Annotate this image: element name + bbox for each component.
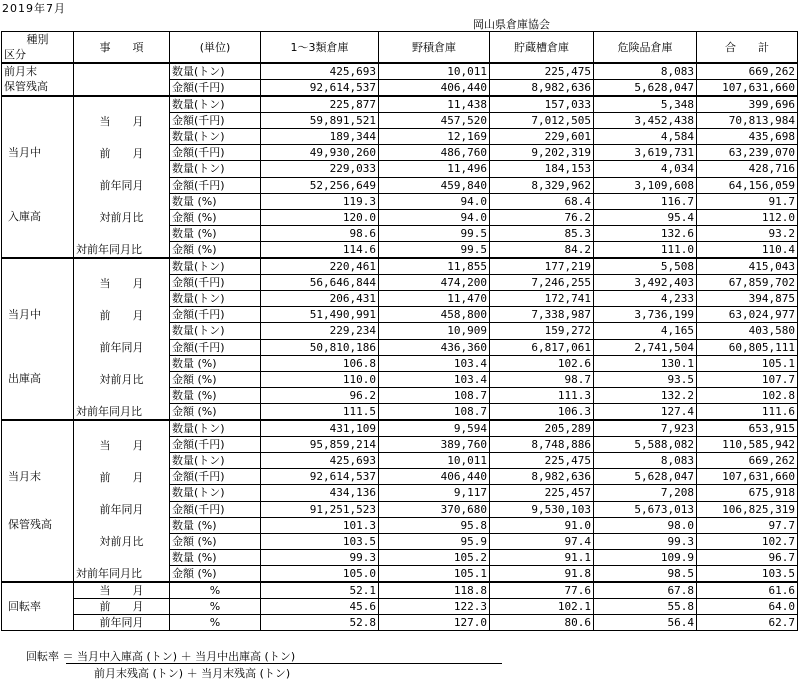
value-cell: 130.1 — [594, 355, 697, 371]
value-cell: 110,585,942 — [697, 437, 798, 453]
value-cell: 102.6 — [490, 355, 594, 371]
value-cell: 4,034 — [594, 161, 697, 177]
value-cell: 70,813,984 — [697, 113, 798, 129]
value-cell: 10,011 — [379, 453, 490, 469]
value-cell: 406,440 — [379, 80, 490, 97]
value-cell: 189,344 — [261, 129, 379, 145]
value-cell: 4,584 — [594, 129, 697, 145]
value-cell: 370,680 — [379, 501, 490, 517]
section-label-end_stock — [2, 420, 74, 582]
table-row — [2, 355, 798, 371]
value-cell: 9,530,103 — [490, 501, 594, 517]
value-cell: 436,360 — [379, 339, 490, 355]
value-cell: 7,208 — [594, 485, 697, 501]
unit-cell: 数量(トン) — [170, 323, 261, 339]
value-cell: 7,012,505 — [490, 113, 594, 129]
value-cell: 172,741 — [490, 291, 594, 307]
value-cell: 486,760 — [379, 145, 490, 161]
value-cell: 5,673,013 — [594, 501, 697, 517]
value-cell: 116.7 — [594, 193, 697, 209]
value-cell: 4,233 — [594, 291, 697, 307]
value-cell: 8,083 — [594, 63, 697, 80]
item-cell: 対前月比 — [74, 517, 170, 549]
value-cell: 52,256,649 — [261, 177, 379, 193]
item-cell: 対前月比 — [74, 355, 170, 387]
section-label-turnover: 回転率 — [2, 582, 74, 631]
label-line: 当月中 — [8, 308, 41, 321]
label-line: 入庫高 — [8, 210, 41, 223]
value-cell: 56.4 — [594, 615, 697, 631]
item-cell: 前 月 — [74, 291, 170, 323]
value-cell: 120.0 — [261, 209, 379, 225]
unit-cell: 数量 (%) — [170, 355, 261, 371]
item-cell: 対前年同月比 — [74, 549, 170, 582]
unit-cell: 数量 (%) — [170, 225, 261, 241]
value-cell: 105.1 — [697, 355, 798, 371]
value-cell: 52.1 — [261, 582, 379, 599]
item-cell — [74, 63, 170, 96]
section-label-inbound — [2, 96, 74, 258]
value-cell: 105.0 — [261, 566, 379, 583]
table-row — [2, 291, 798, 307]
formula-denominator: 前月末残高 (トン) ＋ 当月末残高 (トン) — [94, 667, 291, 680]
value-cell: 389,760 — [379, 437, 490, 453]
value-cell: 103.4 — [379, 355, 490, 371]
value-cell: 59,891,521 — [261, 113, 379, 129]
value-cell: 11,855 — [379, 258, 490, 275]
item-cell: 前 月 — [74, 129, 170, 161]
header-col: 合 計 — [697, 32, 798, 64]
value-cell: 431,109 — [261, 420, 379, 437]
header-kind-top: 種別 — [2, 32, 74, 48]
unit-cell: 数量 (%) — [170, 549, 261, 565]
value-cell: 50,810,186 — [261, 339, 379, 355]
table-row — [2, 161, 798, 177]
unit-cell: 金額(千円) — [170, 275, 261, 291]
item-cell: 当 月 — [74, 96, 170, 129]
value-cell: 84.2 — [490, 242, 594, 259]
table-row — [2, 485, 798, 501]
unit-cell: 金額(千円) — [170, 437, 261, 453]
value-cell: 669,262 — [697, 453, 798, 469]
header-kind-bottom: 区分 — [2, 47, 74, 63]
value-cell: 399,696 — [697, 96, 798, 113]
label-line: 保管残高 — [4, 80, 48, 93]
value-cell: 67.8 — [594, 582, 697, 599]
value-cell: 4,165 — [594, 323, 697, 339]
value-cell: 103.5 — [261, 533, 379, 549]
unit-cell: 金額 (%) — [170, 533, 261, 549]
value-cell: 105.2 — [379, 549, 490, 565]
unit-cell: 金額(千円) — [170, 501, 261, 517]
value-cell: 111.6 — [697, 404, 798, 421]
item-cell: 対前年同月比 — [74, 225, 170, 258]
value-cell: 95.9 — [379, 533, 490, 549]
value-cell: 105.1 — [379, 566, 490, 583]
value-cell: 225,475 — [490, 453, 594, 469]
value-cell: 8,083 — [594, 453, 697, 469]
value-cell: 675,918 — [697, 485, 798, 501]
header-item: 事 項 — [74, 32, 170, 64]
value-cell: 653,915 — [697, 420, 798, 437]
value-cell: 91.8 — [490, 566, 594, 583]
value-cell: 7,338,987 — [490, 307, 594, 323]
value-cell: 97.7 — [697, 517, 798, 533]
value-cell: 93.2 — [697, 225, 798, 241]
label-line: 前月末 — [4, 65, 37, 78]
unit-cell: % — [170, 615, 261, 631]
value-cell: 96.2 — [261, 387, 379, 403]
value-cell: 435,698 — [697, 129, 798, 145]
value-cell: 5,588,082 — [594, 437, 697, 453]
value-cell: 459,840 — [379, 177, 490, 193]
value-cell: 67,859,702 — [697, 275, 798, 291]
value-cell: 91.1 — [490, 549, 594, 565]
unit-cell: 数量(トン) — [170, 96, 261, 113]
value-cell: 80.6 — [490, 615, 594, 631]
table-row — [2, 129, 798, 145]
value-cell: 184,153 — [490, 161, 594, 177]
table-row — [2, 193, 798, 209]
value-cell: 93.5 — [594, 371, 697, 387]
unit-cell: % — [170, 599, 261, 615]
value-cell: 111.5 — [261, 404, 379, 421]
value-cell: 76.2 — [490, 209, 594, 225]
item-cell: 当 月 — [74, 582, 170, 599]
header-unit: (単位) — [170, 32, 261, 64]
section-label-box — [2, 97, 73, 257]
value-cell: 62.7 — [697, 615, 798, 631]
value-cell: 103.4 — [379, 371, 490, 387]
table-row — [2, 549, 798, 565]
value-cell: 127.0 — [379, 615, 490, 631]
table-row — [2, 32, 798, 48]
value-cell: 114.6 — [261, 242, 379, 259]
value-cell: 45.6 — [261, 599, 379, 615]
value-cell: 132.6 — [594, 225, 697, 241]
unit-cell: 数量 (%) — [170, 387, 261, 403]
value-cell: 49,930,260 — [261, 145, 379, 161]
value-cell: 669,262 — [697, 63, 798, 80]
value-cell: 108.7 — [379, 387, 490, 403]
unit-cell: 数量 (%) — [170, 193, 261, 209]
item-cell: 前年同月 — [74, 485, 170, 517]
unit-cell: 数量(トン) — [170, 420, 261, 437]
item-cell: 前 月 — [74, 453, 170, 485]
value-cell: 394,875 — [697, 291, 798, 307]
value-cell: 94.0 — [379, 193, 490, 209]
value-cell: 3,452,438 — [594, 113, 697, 129]
value-cell: 106.8 — [261, 355, 379, 371]
value-cell: 55.8 — [594, 599, 697, 615]
report-date: 2019年7月 — [2, 2, 66, 15]
header-col: 危険品倉庫 — [594, 32, 697, 64]
value-cell: 68.4 — [490, 193, 594, 209]
unit-cell: 金額(千円) — [170, 145, 261, 161]
header-col: 貯蔵槽倉庫 — [490, 32, 594, 64]
unit-cell: 金額 (%) — [170, 209, 261, 225]
table-row — [2, 63, 798, 80]
value-cell: 95,859,214 — [261, 437, 379, 453]
value-cell: 111.0 — [594, 242, 697, 259]
value-cell: 63,239,070 — [697, 145, 798, 161]
value-cell: 98.6 — [261, 225, 379, 241]
value-cell: 107,631,660 — [697, 469, 798, 485]
value-cell: 205,289 — [490, 420, 594, 437]
value-cell: 474,200 — [379, 275, 490, 291]
item-cell: 対前年同月比 — [74, 387, 170, 420]
value-cell: 110.0 — [261, 371, 379, 387]
value-cell: 3,736,199 — [594, 307, 697, 323]
value-cell: 60,805,111 — [697, 339, 798, 355]
item-cell: 対前月比 — [74, 193, 170, 225]
value-cell: 8,329,962 — [490, 177, 594, 193]
value-cell: 2,741,504 — [594, 339, 697, 355]
value-cell: 51,490,991 — [261, 307, 379, 323]
value-cell: 103.5 — [697, 566, 798, 583]
value-cell: 8,982,636 — [490, 469, 594, 485]
value-cell: 102.8 — [697, 387, 798, 403]
table-row — [2, 517, 798, 533]
value-cell: 56,646,844 — [261, 275, 379, 291]
table-row — [2, 615, 798, 631]
value-cell: 425,693 — [261, 63, 379, 80]
value-cell: 61.6 — [697, 582, 798, 599]
unit-cell: 金額 (%) — [170, 242, 261, 259]
value-cell: 5,348 — [594, 96, 697, 113]
value-cell: 52.8 — [261, 615, 379, 631]
table-row — [2, 420, 798, 437]
value-cell: 434,136 — [261, 485, 379, 501]
table-row — [2, 387, 798, 403]
unit-cell: 金額 (%) — [170, 566, 261, 583]
value-cell: 11,496 — [379, 161, 490, 177]
table-row — [2, 582, 798, 599]
value-cell: 107,631,660 — [697, 80, 798, 97]
unit-cell: 金額(千円) — [170, 177, 261, 193]
value-cell: 3,619,731 — [594, 145, 697, 161]
unit-cell: 数量(トン) — [170, 485, 261, 501]
value-cell: 177,219 — [490, 258, 594, 275]
value-cell: 225,877 — [261, 96, 379, 113]
value-cell: 99.5 — [379, 225, 490, 241]
value-cell: 64.0 — [697, 599, 798, 615]
unit-cell: 数量(トン) — [170, 161, 261, 177]
value-cell: 225,475 — [490, 63, 594, 80]
value-cell: 229,601 — [490, 129, 594, 145]
value-cell: 99.5 — [379, 242, 490, 259]
unit-cell: 金額 (%) — [170, 404, 261, 421]
value-cell: 8,748,886 — [490, 437, 594, 453]
value-cell: 108.7 — [379, 404, 490, 421]
value-cell: 122.3 — [379, 599, 490, 615]
value-cell: 457,520 — [379, 113, 490, 129]
unit-cell: 金額(千円) — [170, 469, 261, 485]
value-cell: 64,156,059 — [697, 177, 798, 193]
value-cell: 11,470 — [379, 291, 490, 307]
value-cell: 112.0 — [697, 209, 798, 225]
value-cell: 159,272 — [490, 323, 594, 339]
table-row — [2, 258, 798, 275]
value-cell: 106.3 — [490, 404, 594, 421]
warehouse-statistics-table — [1, 31, 798, 631]
unit-cell: 数量(トン) — [170, 453, 261, 469]
item-cell: 前年同月 — [74, 323, 170, 355]
item-cell: 当 月 — [74, 258, 170, 291]
organization-name: 岡山県倉庫協会 — [473, 18, 550, 31]
unit-cell: 金額 (%) — [170, 371, 261, 387]
unit-cell: 金額(千円) — [170, 339, 261, 355]
value-cell: 94.0 — [379, 209, 490, 225]
item-cell: 当 月 — [74, 420, 170, 453]
value-cell: 110.4 — [697, 242, 798, 259]
value-cell: 5,508 — [594, 258, 697, 275]
value-cell: 229,033 — [261, 161, 379, 177]
item-cell: 前年同月 — [74, 615, 170, 631]
value-cell: 106,825,319 — [697, 501, 798, 517]
label-line: 保管残高 — [8, 518, 52, 531]
unit-cell: 数量(トン) — [170, 129, 261, 145]
header-col: 野積倉庫 — [379, 32, 490, 64]
value-cell: 3,109,608 — [594, 177, 697, 193]
formula-fraction-line — [66, 663, 502, 664]
unit-cell: 金額(千円) — [170, 307, 261, 323]
section-label-box — [2, 259, 73, 419]
value-cell: 428,716 — [697, 161, 798, 177]
value-cell: 109.9 — [594, 549, 697, 565]
value-cell: 157,033 — [490, 96, 594, 113]
label-line: 当月中 — [8, 146, 41, 159]
item-cell: 前 月 — [74, 599, 170, 615]
value-cell: 458,800 — [379, 307, 490, 323]
value-cell: 6,817,061 — [490, 339, 594, 355]
value-cell: 9,117 — [379, 485, 490, 501]
value-cell: 99.3 — [261, 549, 379, 565]
value-cell: 118.8 — [379, 582, 490, 599]
value-cell: 92,614,537 — [261, 469, 379, 485]
value-cell: 11,438 — [379, 96, 490, 113]
unit-cell: 金額(千円) — [170, 113, 261, 129]
value-cell: 91.7 — [697, 193, 798, 209]
value-cell: 5,628,047 — [594, 80, 697, 97]
section-label-prev-stock — [2, 63, 74, 96]
value-cell: 229,234 — [261, 323, 379, 339]
value-cell: 425,693 — [261, 453, 379, 469]
unit-cell: 数量(トン) — [170, 63, 261, 80]
value-cell: 91,251,523 — [261, 501, 379, 517]
value-cell: 3,492,403 — [594, 275, 697, 291]
table-row — [2, 453, 798, 469]
label-line: 出庫高 — [8, 372, 41, 385]
label-line: 当月末 — [8, 470, 41, 483]
value-cell: 95.8 — [379, 517, 490, 533]
value-cell: 206,431 — [261, 291, 379, 307]
value-cell: 98.0 — [594, 517, 697, 533]
value-cell: 95.4 — [594, 209, 697, 225]
value-cell: 10,011 — [379, 63, 490, 80]
value-cell: 10,909 — [379, 323, 490, 339]
unit-cell: % — [170, 582, 261, 599]
value-cell: 99.3 — [594, 533, 697, 549]
value-cell: 12,169 — [379, 129, 490, 145]
value-cell: 101.3 — [261, 517, 379, 533]
value-cell: 7,923 — [594, 420, 697, 437]
value-cell: 98.5 — [594, 566, 697, 583]
section-label-outbound — [2, 258, 74, 420]
value-cell: 107.7 — [697, 371, 798, 387]
value-cell: 97.4 — [490, 533, 594, 549]
value-cell: 102.1 — [490, 599, 594, 615]
value-cell: 127.4 — [594, 404, 697, 421]
table-row — [2, 225, 798, 241]
table-row — [2, 599, 798, 615]
table-row — [2, 323, 798, 339]
formula-numerator: 回転率 ＝ 当月中入庫高 (トン) ＋ 当月中出庫高 (トン) — [26, 650, 296, 663]
unit-cell: 数量(トン) — [170, 258, 261, 275]
value-cell: 403,580 — [697, 323, 798, 339]
value-cell: 91.0 — [490, 517, 594, 533]
value-cell: 5,628,047 — [594, 469, 697, 485]
value-cell: 225,457 — [490, 485, 594, 501]
value-cell: 119.3 — [261, 193, 379, 209]
value-cell: 132.2 — [594, 387, 697, 403]
header-col: 1～3類倉庫 — [261, 32, 379, 64]
value-cell: 111.3 — [490, 387, 594, 403]
section-label-box — [2, 421, 73, 581]
value-cell: 9,594 — [379, 420, 490, 437]
unit-cell: 数量 (%) — [170, 517, 261, 533]
value-cell: 415,043 — [697, 258, 798, 275]
value-cell: 77.6 — [490, 582, 594, 599]
value-cell: 220,461 — [261, 258, 379, 275]
value-cell: 8,982,636 — [490, 80, 594, 97]
item-cell: 前年同月 — [74, 161, 170, 193]
value-cell: 63,024,977 — [697, 307, 798, 323]
value-cell: 102.7 — [697, 533, 798, 549]
value-cell: 96.7 — [697, 549, 798, 565]
value-cell: 9,202,319 — [490, 145, 594, 161]
unit-cell: 数量(トン) — [170, 291, 261, 307]
value-cell: 85.3 — [490, 225, 594, 241]
value-cell: 92,614,537 — [261, 80, 379, 97]
unit-cell: 金額(千円) — [170, 80, 261, 97]
value-cell: 7,246,255 — [490, 275, 594, 291]
table-row — [2, 96, 798, 113]
value-cell: 406,440 — [379, 469, 490, 485]
value-cell: 98.7 — [490, 371, 594, 387]
